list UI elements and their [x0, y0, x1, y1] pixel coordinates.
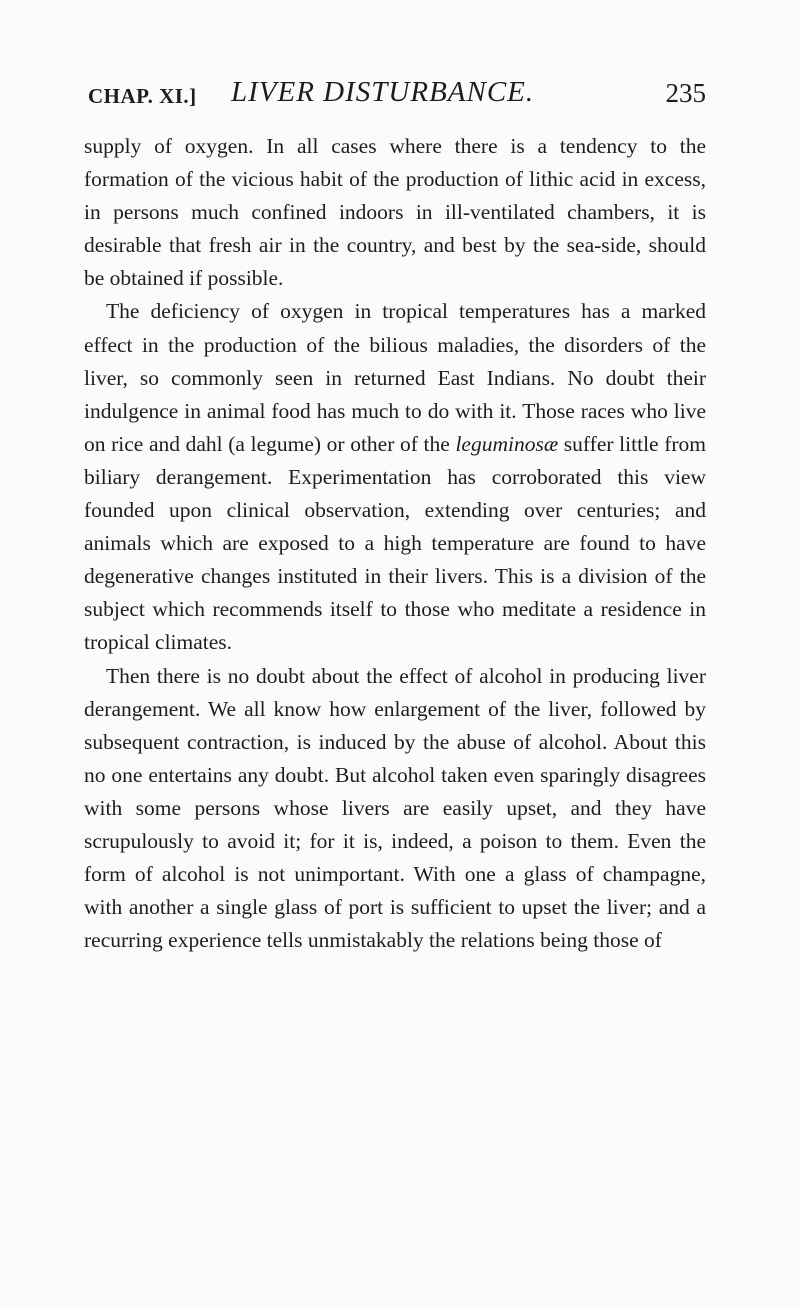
italic-term: leguminosæ [455, 431, 559, 456]
page-number: 235 [665, 78, 706, 108]
paragraph-2-text-a: The deficiency of oxygen in tropical temperatures has a marked effect in the production of the bilious maladies, the disorders of the liver, so commonly seen in returned East Indians. No doubt their indulgence in animal food has much to do with it. Those races who live on rice and dahl (a legume) or other of the [84, 299, 706, 456]
paragraph-2 [84, 295, 706, 659]
paragraph-2-text-b: suffer little from biliary derangement. Experimentation has corroborated this view founded upon clinical observation, extending over centuries; and animals which are exposed to a high temperature are found to have degenerative changes instituted in their livers. This is a division of the subject which recommends itself to those who meditate a residence in tropical climates. [84, 431, 706, 655]
paragraph-1: supply of oxygen. In all cases where there is a tendency to the formation of the vicious habit of the production of lithic acid in excess, in persons much confined indoors in ill-ventilated chambers, it is desirable that fresh air in the country, and best by the sea-side, should be obtained if possible. [84, 134, 706, 291]
chapter-label: CHAP. XI.] [88, 84, 197, 108]
body-text [84, 130, 706, 957]
running-title: LIVER DISTURBANCE. [231, 76, 535, 108]
running-header [88, 76, 706, 116]
paragraph-3: Then there is no doubt about the effect of alcohol in producing liver derangement. We all know how enlargement of the liver, followed by subsequent contraction, is induced by the abuse of alcohol. About this no one entertains any doubt. But alcohol taken even sparingly disagrees with some persons whose livers are easily upset, and they have scrupulously to avoid it; for it is, indeed, a poison to them. Even the form of alcohol is not unimportant. With one a glass of champagne, with another a single glass of port is sufficient to upset the liver; and a recurring experience tells unmistakably the relations being those of [84, 663, 706, 953]
